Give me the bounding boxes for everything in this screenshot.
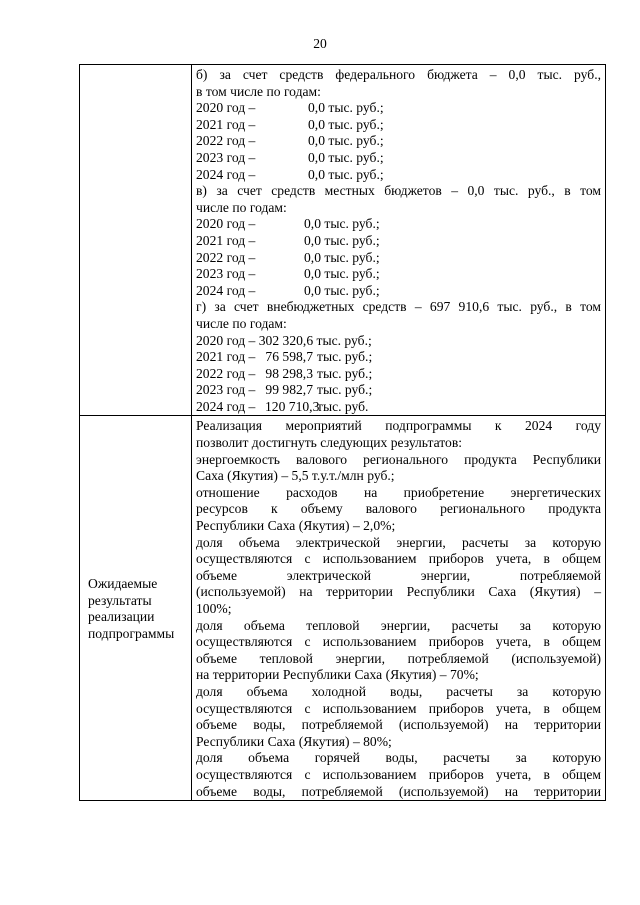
federal-year-row: 2022 год – 0,0 тыс. руб.;: [196, 133, 384, 149]
results-line: на территории Республики Саха (Якутия) – 70%;: [196, 667, 479, 683]
passport-table: [79, 64, 606, 801]
federal-year-row: 2021 год – 0,0 тыс. руб.;: [196, 116, 384, 132]
results-line: доля объема тепловой энергии, расчеты за которую: [196, 617, 601, 633]
extrabudgetary-year-row: 2024 год – 120 710,3 тыс. руб.: [196, 398, 369, 414]
results-line: (используемой) на территории Республики Саха (Якутия) –: [196, 584, 601, 600]
local-year-row: 2022 год – 0,0 тыс. руб.;: [196, 249, 380, 265]
page-number: 20: [313, 36, 327, 51]
federal-heading-line-1: б) за счет средств федерального бюджета – 0,0 тыс. руб.,: [196, 67, 601, 82]
results-text: [196, 418, 601, 800]
results-line: Республики Саха (Якутия) – 80%;: [196, 733, 392, 749]
extrabudgetary-heading-line-1: г) за счет внебюджетных средств – 697 910,6 тыс. руб., в том: [196, 299, 601, 315]
extrabudgetary-heading-line-2: числе по годам:: [196, 315, 287, 331]
results-line: осуществляются с использованием приборов учета, в общем: [196, 551, 601, 567]
results-line: осуществляются с использованием приборов учета, в общем: [196, 700, 601, 716]
federal-year-row: 2020 год – 0,0 тыс. руб.;: [196, 100, 384, 116]
local-heading-line-1: в) за счет средств местных бюджетов – 0,0 тыс. руб., в том: [196, 183, 601, 199]
results-line: позволит достигнуть следующих результатов:: [196, 435, 463, 451]
federal-year-row: 2024 год – 0,0 тыс. руб.;: [196, 166, 384, 182]
federal-heading-line-2: в том числе по годам:: [196, 83, 321, 99]
federal-budget-block: [196, 67, 601, 183]
local-year-row: 2020 год – 0,0 тыс. руб.;: [196, 216, 380, 232]
results-line: доля объема электрической энергии, расчеты за которую: [196, 534, 601, 550]
table-row-results: [80, 416, 606, 801]
local-budget-block: [196, 183, 601, 299]
local-heading-line-2: числе по годам:: [196, 199, 287, 215]
results-label: Ожидаемые результаты реализации подпрограммы: [88, 576, 175, 641]
local-year-row: 2021 год – 0,0 тыс. руб.;: [196, 232, 380, 248]
results-line: объеме тепловой энергии, потребляемой (используемой): [196, 650, 601, 666]
table-row-funding: [80, 65, 606, 416]
federal-year-row: 2023 год – 0,0 тыс. руб.;: [196, 149, 384, 165]
results-line: объеме воды, потребляемой (используемой) на территории: [196, 717, 601, 733]
results-line: отношение расходов на приобретение энергетических: [196, 484, 601, 500]
results-line: 100%;: [196, 601, 232, 616]
results-content-cell: [192, 416, 606, 801]
results-line: энергоемкость валового регионального продукта Республики: [196, 451, 601, 467]
results-line: объеме воды, потребляемой (используемой) на территории: [196, 783, 601, 799]
funding-label-cell: [80, 65, 192, 416]
results-line: осуществляются с использованием приборов учета, в общем: [196, 766, 601, 782]
results-line: доля объема холодной воды, расчеты за которую: [196, 683, 601, 699]
results-label-cell: [80, 416, 192, 801]
extrabudgetary-year-row: 2023 год – 99 982,7 тыс. руб.;: [196, 382, 373, 398]
extrabudgetary-block: [196, 299, 601, 415]
results-line: Саха (Якутия) – 5,5 т.у.т./млн руб.;: [196, 468, 395, 484]
results-line: Реализация мероприятий подпрограммы к 2024 году: [196, 418, 601, 434]
results-line: объеме электрической энергии, потребляемой: [196, 567, 601, 583]
extrabudgetary-year-row: 2022 год – 98 298,3 тыс. руб.;: [196, 365, 373, 381]
local-year-row: 2024 год – 0,0 тыс. руб.;: [196, 282, 380, 298]
funding-content-cell: [192, 65, 606, 416]
extrabudgetary-year-row: 2020 год – 302 320,6 тыс. руб.;: [196, 332, 372, 348]
results-line: ресурсов к объему валового регионального продукта: [196, 501, 601, 517]
results-line: доля объема горячей воды, расчеты за которую: [196, 750, 601, 766]
extrabudgetary-year-row: 2021 год – 76 598,7 тыс. руб.;: [196, 349, 373, 365]
results-line: Республики Саха (Якутия) – 2,0%;: [196, 518, 396, 534]
local-year-row: 2023 год – 0,0 тыс. руб.;: [196, 266, 380, 282]
results-line: осуществляются с использованием приборов учета, в общем: [196, 634, 601, 650]
